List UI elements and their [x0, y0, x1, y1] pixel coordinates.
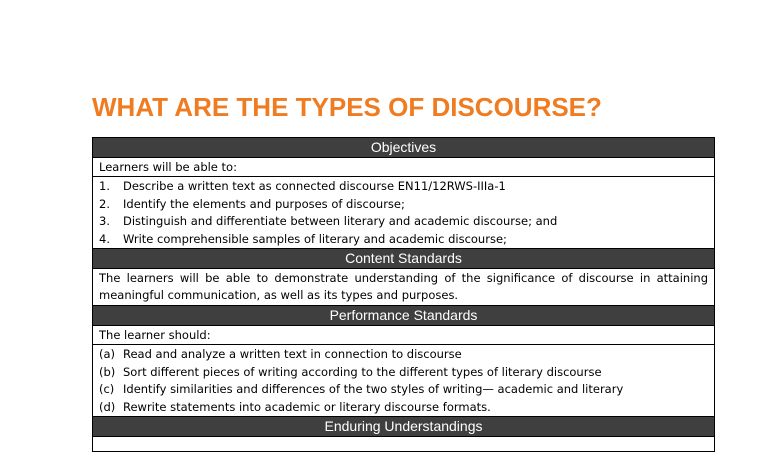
objectives-header-row [93, 138, 715, 158]
objectives-list-row [93, 177, 715, 249]
lesson-table [92, 137, 715, 452]
list-item: (a) Read and analyze a written text in connection to discourse [99, 347, 462, 361]
performance-text: Identify similarities and differences of the two styles of writing— academic and literary [123, 382, 624, 396]
list-item: 4. Write comprehensible samples of literary and academic discourse; [99, 231, 507, 246]
enduring-understandings-row [93, 437, 715, 452]
content-standards-header: Content Standards [93, 249, 715, 269]
content-standards-header-row [93, 249, 715, 269]
objective-text: Distinguish and differentiate between literary and academic discourse; and [123, 214, 558, 228]
enduring-understandings-header-row [93, 417, 715, 437]
list-item: 2. Identify the elements and purposes of discourse; [99, 196, 405, 211]
list-item: (d) Rewrite statements into academic or literary discourse formats. [99, 399, 491, 414]
page-title: WHAT ARE THE TYPES OF DISCOURSE? [92, 92, 602, 122]
list-item: (b) Sort different pieces of writing according to the different types of literary discourse [99, 364, 602, 379]
performance-standards-header-row [93, 306, 715, 326]
performance-standards-header: Performance Standards [93, 306, 715, 326]
objectives-list [99, 178, 708, 248]
objective-text: Describe a written text as connected discourse EN11/12RWS-IIIa-1 [123, 179, 506, 193]
performance-list-row [93, 345, 715, 417]
performance-text: Rewrite statements into academic or literary discourse formats. [123, 399, 491, 414]
objective-text: Identify the elements and purposes of discourse; [123, 196, 405, 211]
performance-intro: The learner should: [93, 326, 715, 345]
content-standards-text: The learners will be able to demonstrate understanding of the significance of discourse in attaining meaningful communication, as well as its types and purposes. [99, 271, 708, 302]
list-item: 3. Distinguish and differentiate between literary and academic discourse; and [99, 214, 558, 228]
list-item: (c) Identify similarities and differences of the two styles of writing— academic and literary [99, 382, 624, 396]
enduring-understandings-header: Enduring Understandings [93, 417, 715, 437]
performance-intro-row [93, 326, 715, 345]
performance-text: Read and analyze a written text in connection to discourse [123, 347, 462, 361]
performance-list [99, 346, 708, 416]
objective-text: Write comprehensible samples of literary and academic discourse; [123, 231, 507, 246]
objectives-intro-row [93, 158, 715, 177]
objectives-intro: Learners will be able to: [93, 158, 715, 177]
objectives-header: Objectives [93, 138, 715, 158]
list-item: 1. Describe a written text as connected discourse EN11/12RWS-IIIa-1 [99, 179, 506, 193]
content-standards-row [93, 269, 715, 306]
performance-text: Sort different pieces of writing according to the different types of literary discourse [123, 364, 602, 379]
